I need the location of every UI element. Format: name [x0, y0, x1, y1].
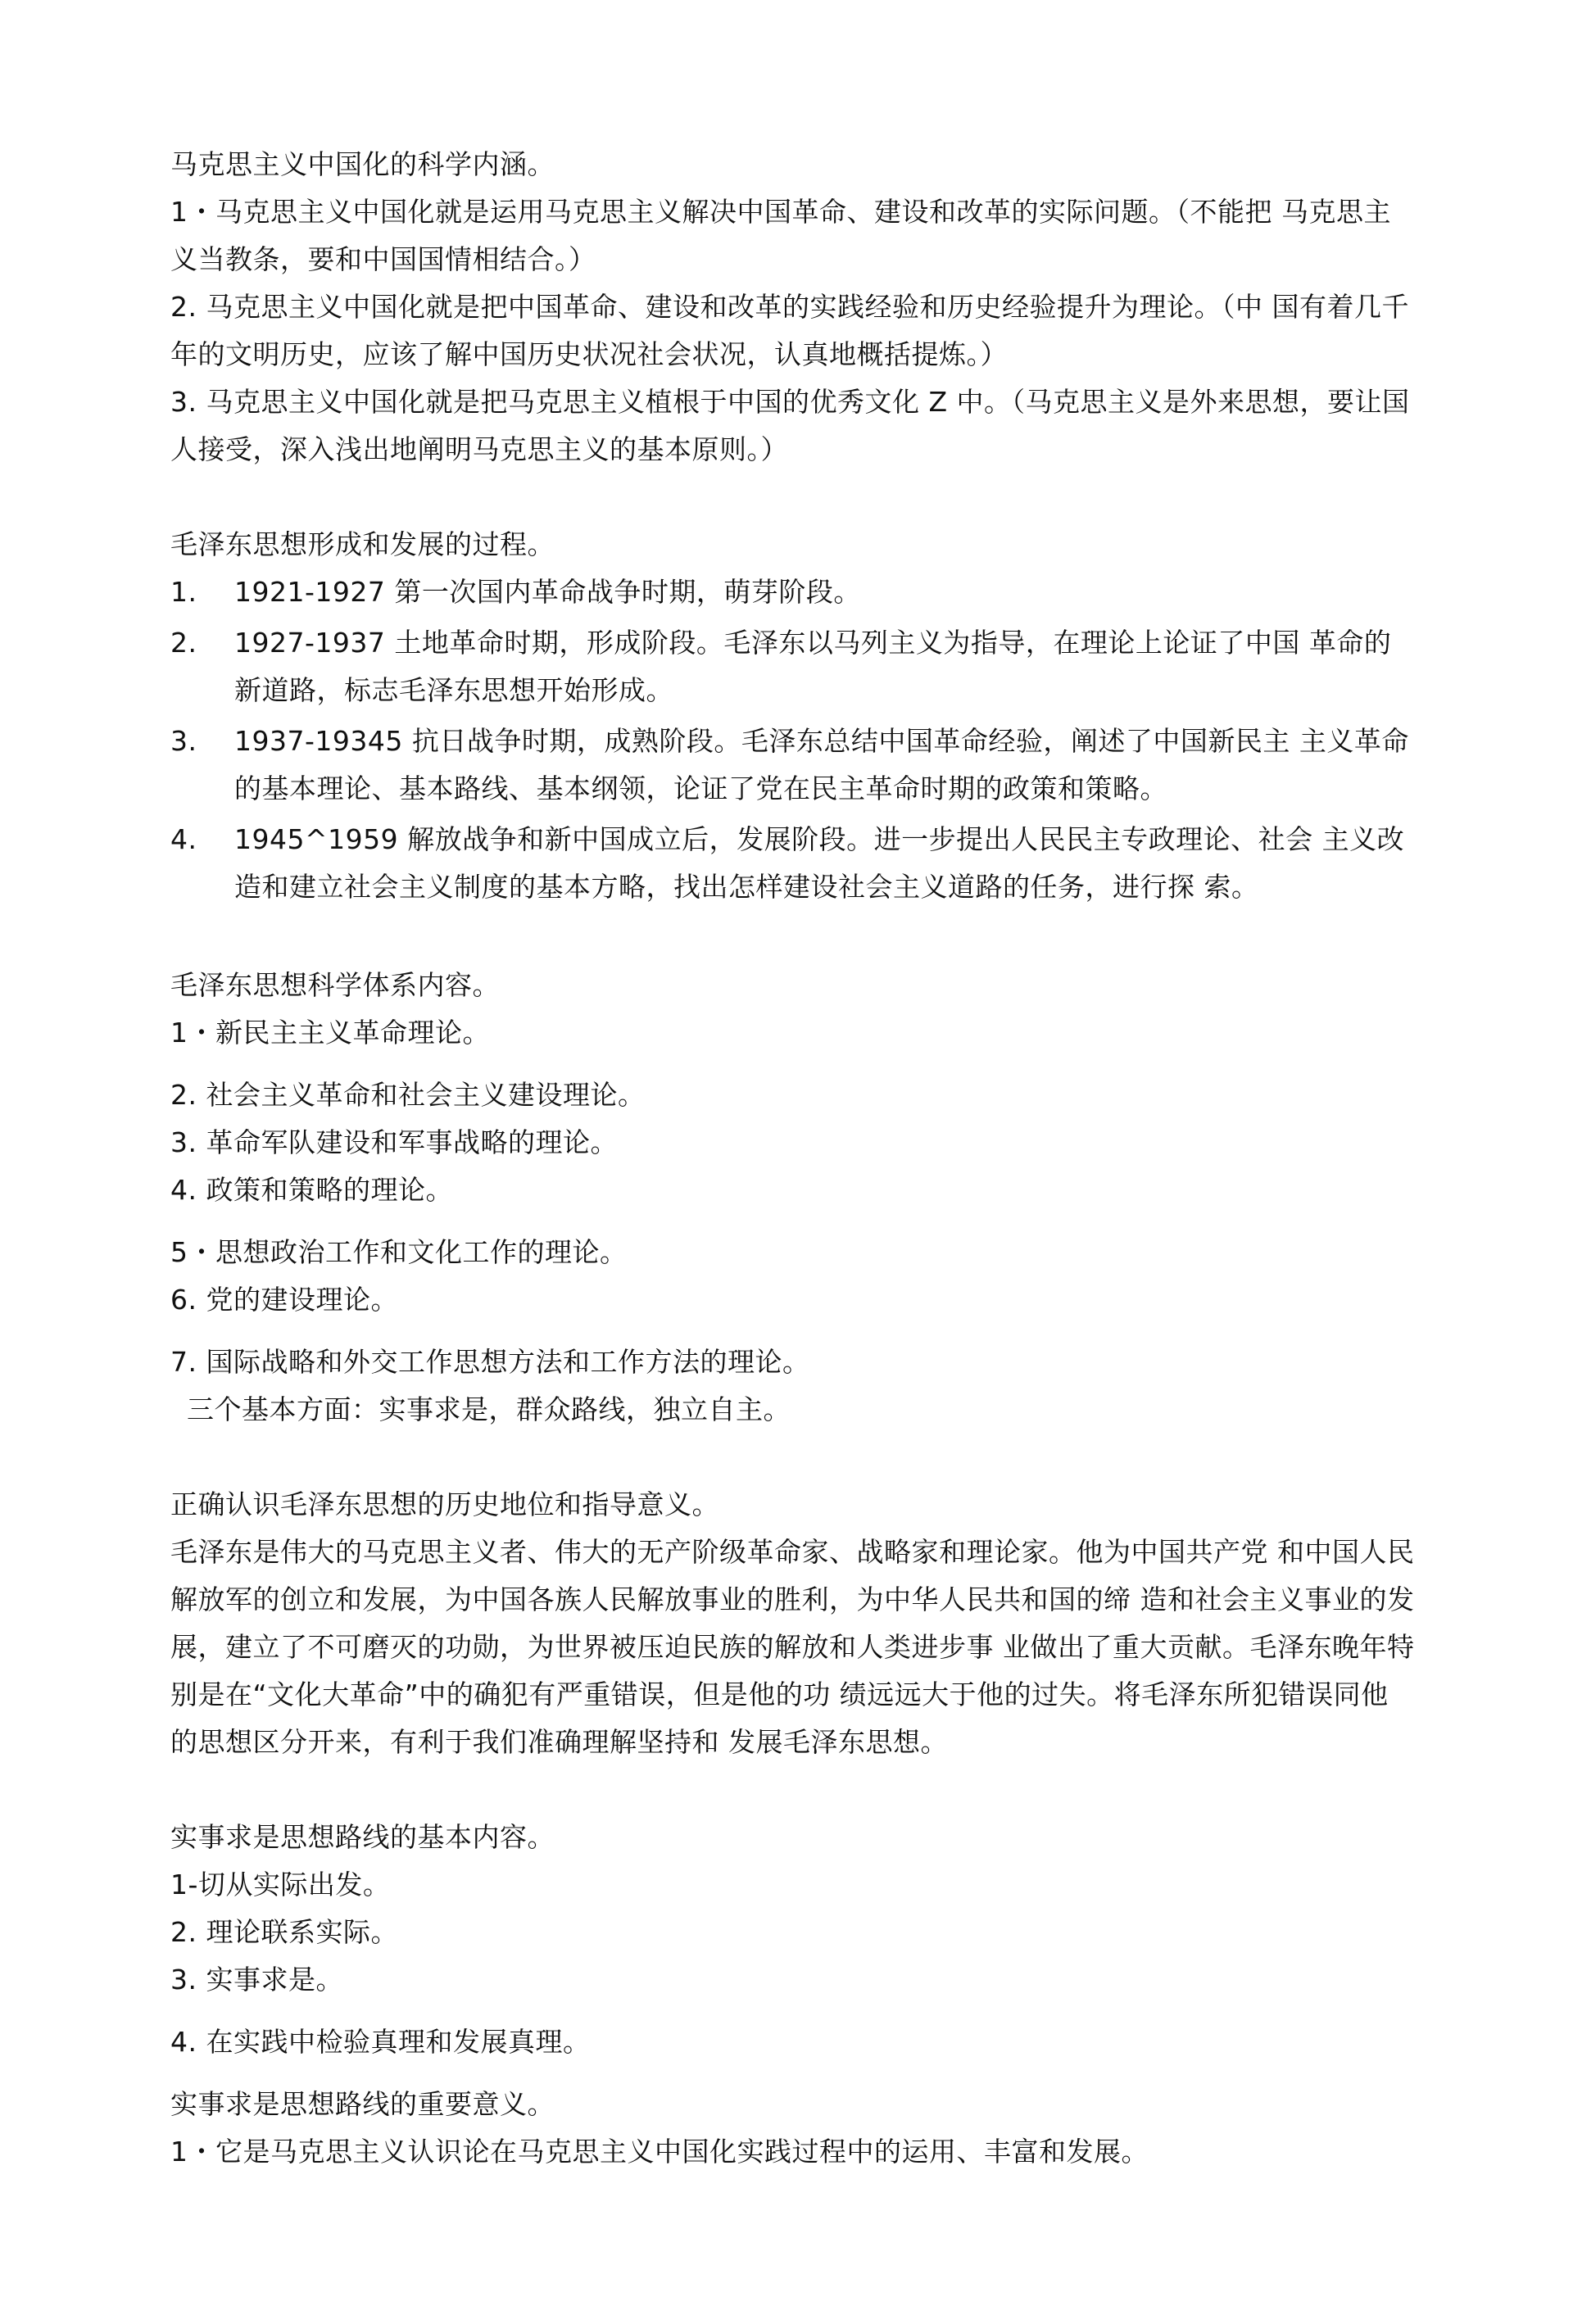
list-number: 1.	[170, 576, 197, 608]
section-title: 实事求是思想路线的基本内容。	[170, 1821, 555, 1853]
section-mao-thought-system	[170, 962, 1416, 1434]
list-item: 2. 社会主义革命和社会主义建设理论。	[170, 1079, 646, 1111]
paragraph: 3. 马克思主义中国化就是把马克思主义植根于中国的优秀文化 Z 中。（马克思主义是外来思想，要让国人接受，深入浅出地阐明马克思主义的基本原则。）	[170, 386, 1410, 465]
paragraph: 2. 马克思主义中国化就是把中国革命、建设和改革的实践经验和历史经验提升为理论。（中 国有着几千年的文明历史，应该了解中国历史状况社会状况，认真地概括提炼。）	[170, 291, 1409, 370]
list-text: 1927-1937 土地革命时期，形成阶段。毛泽东以马列主义为指导，在理论上论证了中国 革命的新道路，标志毛泽东思想开始形成。	[234, 627, 1392, 706]
section-title: 正确认识毛泽东思想的历史地位和指导意义。	[170, 1488, 719, 1520]
list-item: 3. 革命军队建设和军事战略的理论。	[170, 1126, 618, 1158]
list-item	[170, 816, 1416, 911]
list-text: 1945^1959 解放战争和新中国成立后，发展阶段。进一步提出人民民主专政理论、社会 主义改造和建立社会主义制度的基本方略，找出怎样建设社会主义道路的任务，进行探 索。	[234, 823, 1405, 903]
list-item	[170, 569, 1416, 616]
list-item: 4. 政策和策略的理论。	[170, 1174, 453, 1206]
list-item: 1-切从实际出发。	[170, 1869, 391, 1900]
list-number: 2.	[170, 627, 197, 659]
section-seek-truth-significance	[170, 2081, 1416, 2176]
paragraph: 1・马克思主义中国化就是运用马克思主义解决中国革命、建设和改革的实际问题。（不能把 马克思主义当教条，要和中国国情相结合。）	[170, 196, 1391, 275]
list-item	[170, 718, 1416, 813]
section-title: 毛泽东思想形成和发展的过程。	[170, 528, 555, 560]
list-number: 3.	[170, 725, 197, 757]
summary-line: 三个基本方面：实事求是，群众路线，独立自主。	[187, 1393, 791, 1425]
section-historical-status	[170, 1481, 1416, 1766]
section-marxism-sinicization	[170, 141, 1416, 473]
section-title: 毛泽东思想科学体系内容。	[170, 969, 500, 1001]
document-page	[170, 141, 1416, 2176]
list-text: 1921-1927 第一次国内革命战争时期，萌芽阶段。	[234, 576, 861, 608]
section-seek-truth-content	[170, 1814, 1416, 2066]
section-title: 马克思主义中国化的科学内涵。	[170, 148, 555, 180]
list-item: 1・新民主主义革命理论。	[170, 1017, 490, 1049]
numbered-list	[170, 569, 1416, 911]
list-item	[170, 619, 1416, 714]
paragraph: 毛泽东是伟大的马克思主义者、伟大的无产阶级革命家、战略家和理论家。他为中国共产党 和中国人民解放军的创立和发展，为中国各族人民解放事业的胜利，为中华人民共和国的缔 造和社会主义事业的发展，建立了不可磨灭的功勋，为世界被压迫民族的解放和人类进步事 业做出了重大贡献。毛泽东晚年特别是在“文化大革命”中的确犯有严重错误，但是他的功 绩远远大于他的过失。将毛泽东所犯错误同他的思想区分开来，有利于我们准确理解坚持和 发展毛泽东思想。	[170, 1536, 1415, 1758]
section-mao-thought-development	[170, 521, 1416, 911]
list-text: 1937-19345 抗日战争时期，成熟阶段。毛泽东总结中国革命经验，阐述了中国新民主 主义革命的基本理论、基本路线、基本纲领，论证了党在民主革命时期的政策和策略。	[234, 725, 1409, 804]
list-item: 7. 国际战略和外交工作思想方法和工作方法的理论。	[170, 1346, 810, 1378]
list-item: 4. 在实践中检验真理和发展真理。	[170, 2026, 591, 2058]
list-item: 2. 理论联系实际。	[170, 1916, 398, 1948]
section-title: 实事求是思想路线的重要意义。	[170, 2088, 555, 2120]
list-item: 5・思想政治工作和文化工作的理论。	[170, 1236, 628, 1268]
list-item: 6. 党的建设理论。	[170, 1284, 398, 1316]
list-item: 1・它是马克思主义认识论在马克思主义中国化实践过程中的运用、丰富和发展。	[170, 2136, 1149, 2168]
list-number: 4.	[170, 823, 197, 855]
list-item: 3. 实事求是。	[170, 1964, 343, 1996]
